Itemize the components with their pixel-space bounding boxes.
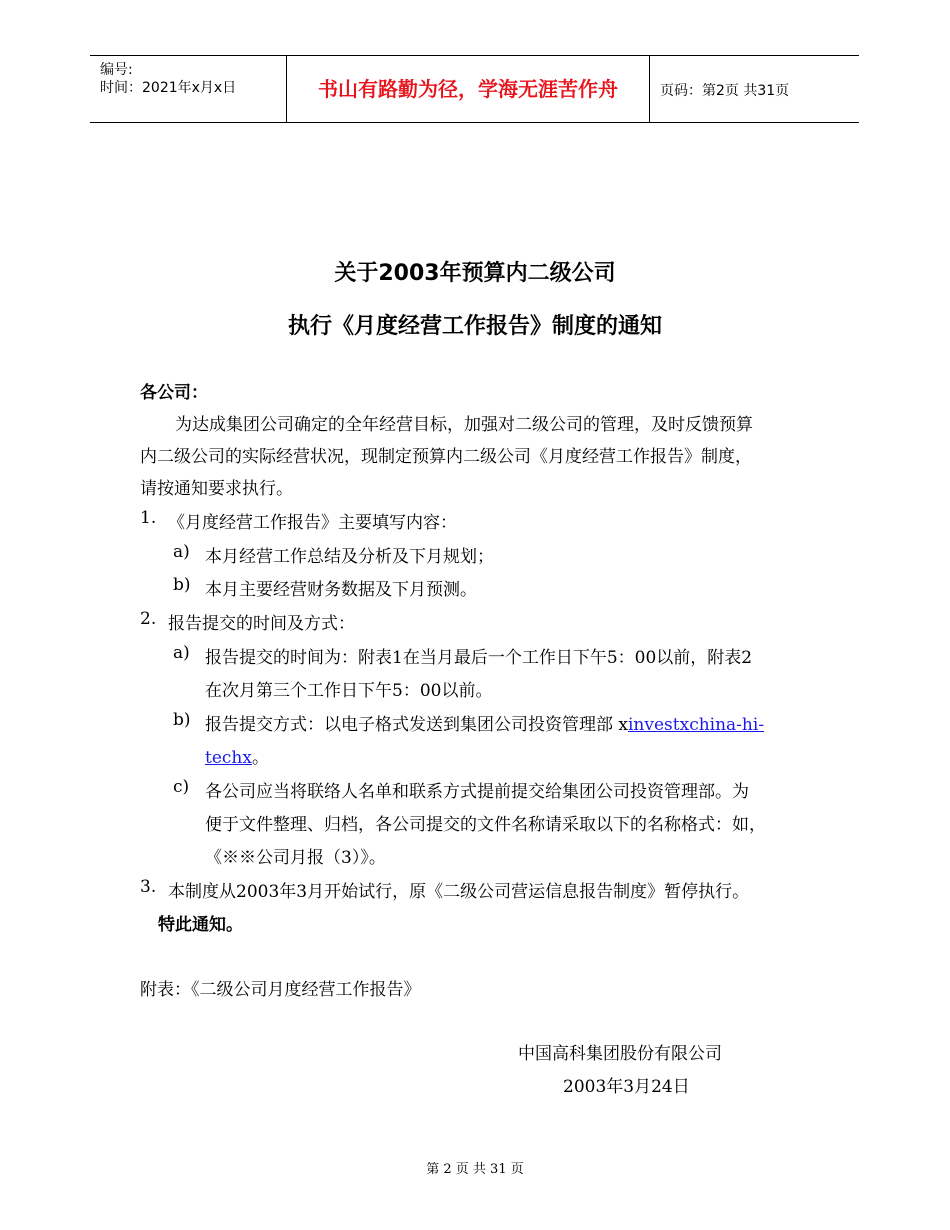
- header-motto: 书山有路勤为径，学海无涯苦作舟: [287, 56, 650, 122]
- item-1-text: 《月度经营工作报告》主要填写内容：: [168, 513, 457, 533]
- item-2a-line2: 在次月第三个工作日下午5：00以前。: [205, 681, 493, 701]
- item-2b-prefix: 报告提交方式：以电子格式发送到集团公司投资管理部 x: [205, 715, 628, 735]
- item-2b-suffix: 。: [251, 748, 269, 768]
- item-2c-line1: 各公司应当将联络人名单和联系方式提前提交给集团公司投资管理部。为: [205, 782, 749, 802]
- item-2c-number: c): [173, 777, 190, 797]
- item-1-number: 1.: [140, 508, 157, 528]
- document-title-line1: 关于2003年预算内二级公司: [334, 261, 616, 286]
- header-meta-cell: [90, 56, 287, 122]
- item-1b-text: 本月主要经营财务数据及下月预测。: [205, 580, 477, 600]
- item-2c-line2: 便于文件整理、归档，各公司提交的文件名称请采取以下的名称格式：如，: [205, 815, 766, 835]
- closing-text: 特此通知。: [158, 915, 243, 935]
- item-2-text: 报告提交的时间及方式：: [168, 614, 355, 634]
- item-3-number: 3.: [140, 877, 157, 897]
- time-label: 时间：2021年x月x日: [100, 80, 237, 96]
- attachment-note: 附表：《二级公司月度经营工作报告》: [140, 980, 421, 1000]
- item-2b-line1: [205, 710, 764, 735]
- salutation: 各公司：: [140, 383, 208, 403]
- signature-date: 2003年3月24日: [563, 1077, 690, 1097]
- item-1a-number: a): [173, 542, 190, 562]
- document-title-line2: 执行《月度经营工作报告》制度的通知: [287, 314, 662, 339]
- item-3-text: 本制度从2003年3月开始试行，原《二级公司营运信息报告制度》暂停执行。: [168, 882, 750, 902]
- page-footer: 第 2 页 共 31 页: [426, 1162, 524, 1177]
- signature-company: 中国高科集团股份有限公司: [518, 1044, 722, 1064]
- item-2c-line3: 《※※公司月报（3）》。: [205, 848, 386, 868]
- header-page-info: 页码：第2页 共31页: [660, 83, 790, 99]
- item-2-number: 2.: [140, 609, 157, 629]
- item-2a-number: a): [173, 643, 190, 663]
- intro-line-3: 请按通知要求执行。: [140, 479, 293, 499]
- header-table: [90, 55, 859, 123]
- number-label: 编号:: [100, 62, 133, 78]
- item-1b-number: b): [173, 575, 191, 595]
- email-link[interactable]: investxchina-hi-: [628, 715, 765, 735]
- item-2a-line1: 报告提交的时间为：附表1在当月最后一个工作日下午5：00以前，附表2: [205, 648, 753, 668]
- item-2b-line2: [205, 743, 269, 768]
- intro-line-2: 内二级公司的实际经营状况，现制定预算内二级公司《月度经营工作报告》制度，: [140, 447, 752, 467]
- item-2b-number: b): [173, 710, 191, 730]
- item-1a-text: 本月经营工作总结及分析及下月规划；: [205, 547, 494, 567]
- intro-line-1: 为达成集团公司确定的全年经营目标，加强对二级公司的管理，及时反馈预算: [175, 415, 753, 435]
- email-link-continued[interactable]: techx: [205, 748, 252, 768]
